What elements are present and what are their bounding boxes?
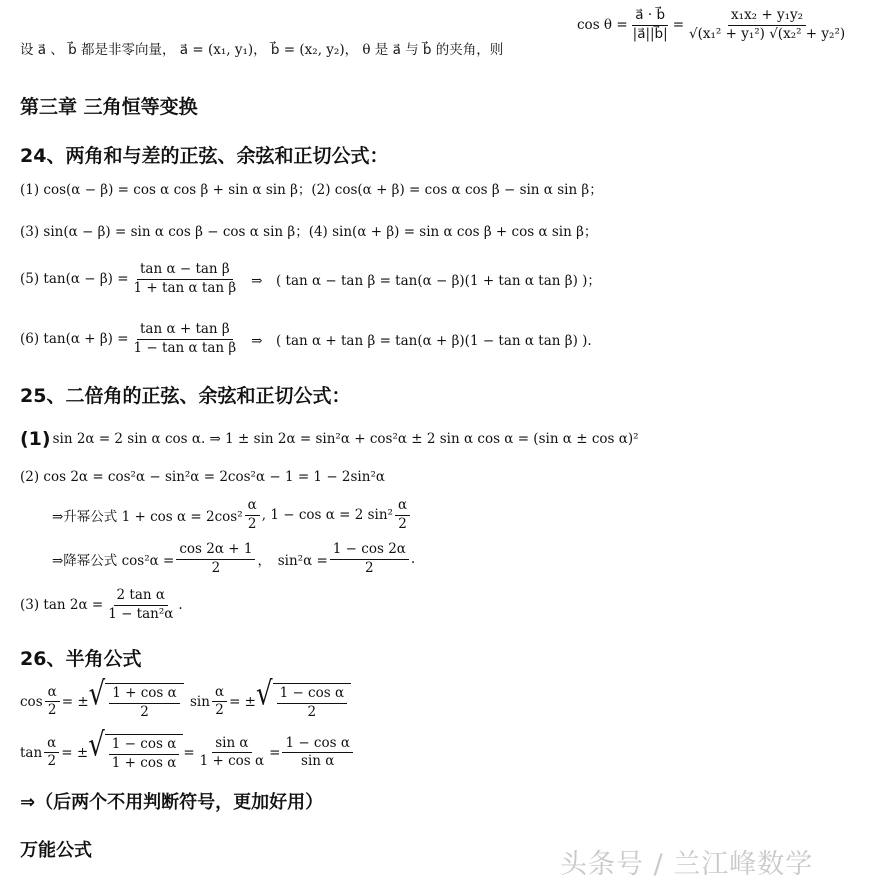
formula-cos-diff-sum: (1) cos(α − β) = cos α cos β + sin α sin β；(2) cos(α + β) = cos α cos β − sin α sin β； <box>20 182 603 198</box>
radicand-fraction <box>277 686 348 720</box>
half-angle-fraction <box>395 498 410 532</box>
coordinate-fraction <box>686 8 848 42</box>
fraction-denominator: 1 − tan α tan β <box>133 339 237 356</box>
formula-text: sin 2α = 2 sin α cos α. ⇒ 1 ± sin 2α = sin²α + cos²α ± 2 sin α cos α = (sin α ± cos α)² <box>52 431 639 447</box>
sin-reduce-fraction <box>330 542 409 576</box>
fraction-numerator: α <box>212 685 227 703</box>
fraction-denominator: 1 + tan α tan β <box>133 279 237 296</box>
formula-tan-diff <box>20 262 601 296</box>
plus-minus-sign: = ± <box>229 693 256 710</box>
cos-theta-lhs: cos θ = <box>577 17 628 34</box>
fraction-denominator: sin α <box>301 753 335 770</box>
fraction-numerator: x₁x₂ + y₁y₂ <box>728 8 806 26</box>
fraction-numerator: sin α <box>212 736 251 754</box>
fraction-numerator: 1 + cos α <box>109 686 180 704</box>
fraction-denominator: 2 <box>211 559 221 576</box>
fraction-denominator: 2 <box>47 753 57 770</box>
section-24-title: 24、两角和与差的正弦、余弦和正切公式： <box>20 145 389 167</box>
formula-tan-double <box>20 588 183 622</box>
square-root <box>88 675 184 720</box>
radical-icon: √ <box>88 726 105 765</box>
fraction-denominator: √(x₁² + y₁²) √(x₂² + y₂²) <box>689 25 846 42</box>
fraction-numerator: α <box>245 498 260 516</box>
half-angle-fraction <box>212 685 227 719</box>
formula-lhs: tan <box>20 744 43 761</box>
formula-lhs: (3) tan 2α = <box>20 597 104 614</box>
formula-end: . <box>410 551 416 568</box>
fraction-numerator: 1 − cos α <box>282 736 353 754</box>
formula-lhs: (6) tan(α + β) = <box>20 331 129 348</box>
fraction-denominator: 1 + cos α <box>199 753 265 770</box>
fraction-numerator: 1 − cos α <box>109 737 180 755</box>
universal-formula-title: 万能公式 <box>20 840 92 861</box>
fraction-denominator: 2 <box>307 703 317 720</box>
tan-double-fraction <box>105 588 176 622</box>
formula-tan-half <box>20 726 355 771</box>
formula-text: ⇒降幂公式 cos²α = <box>52 553 175 570</box>
square-root <box>88 726 183 771</box>
formula-text: ⇒升幂公式 1 + cos α = 2cos² <box>52 509 243 526</box>
fraction-denominator: 2 <box>47 702 57 719</box>
formula-sin-diff-sum: (3) sin(α − β) = sin α cos β − cos α sin β；(4) sin(α + β) = sin α cos β + cos α sin β； <box>20 224 598 240</box>
formula-tan-sum <box>20 322 592 356</box>
fraction-numerator: 1 − cos 2α <box>330 542 409 560</box>
formula-end: . <box>178 597 183 614</box>
half-angle-fraction <box>45 685 60 719</box>
fraction-numerator: cos 2α + 1 <box>176 542 255 560</box>
fraction-numerator: α <box>44 736 59 754</box>
vector-angle-formula <box>577 8 850 42</box>
equals-sign: = <box>183 744 195 761</box>
formula-power-reducing <box>52 542 415 576</box>
fraction-numerator: α <box>395 498 410 516</box>
tan-half-fraction-2 <box>282 736 353 770</box>
formula-sin-double <box>20 428 639 450</box>
formula-text: ， sin²α = <box>257 553 328 570</box>
fraction-numerator: a⃗ · b⃗ <box>632 8 668 26</box>
cos-reduce-fraction <box>176 542 255 576</box>
tan-half-fraction-1 <box>197 736 268 770</box>
item-label: (1) <box>20 428 51 450</box>
tan-sum-fraction <box>131 322 240 356</box>
fraction-denominator: 1 − tan²α <box>108 605 174 622</box>
formula-lhs: (5) tan(α − β) = <box>20 271 129 288</box>
formula-cos-double: (2) cos 2α = cos²α − sin²α = 2cos²α − 1 = 1 − 2sin²α <box>20 469 385 485</box>
chapter-title: 第三章 三角恒等变换 <box>20 96 198 118</box>
fraction-denominator: 2 <box>398 515 407 532</box>
radical-icon: √ <box>88 675 106 714</box>
section-25-title: 25、二倍角的正弦、余弦和正切公式： <box>20 385 351 407</box>
fraction-numerator: tan α + tan β <box>137 322 233 340</box>
fraction-numerator: tan α − tan β <box>137 262 233 280</box>
square-root <box>256 675 351 720</box>
watermark: 头条号 / 兰江峰数学 <box>560 849 814 880</box>
fraction-numerator: 2 tan α <box>114 588 168 606</box>
formula-power-raising <box>52 498 412 532</box>
tan-diff-fraction <box>131 262 240 296</box>
dot-product-fraction <box>630 8 671 42</box>
fraction-denominator: 2 <box>140 703 149 720</box>
formula-sin-half <box>190 675 351 720</box>
formula-lhs: cos <box>20 693 43 710</box>
radicand-fraction <box>109 737 180 771</box>
formula-lhs: sin <box>190 693 210 710</box>
formula-rhs: ⇒ ( tan α + tan β = tan(α + β)(1 − tan α tan β) ). <box>251 333 592 350</box>
plus-minus-sign: = ± <box>61 693 89 710</box>
fraction-denominator: 2 <box>215 702 224 719</box>
formula-text: , 1 − cos α = 2 sin² <box>261 507 393 524</box>
vector-definition-text: 设 a⃗ 、 b⃗ 都是非零向量， a⃗ = (x₁, y₁)， b⃗ = (x₂, y₂)， θ 是 a⃗ 与 b⃗ 的夹角，则 <box>20 42 504 58</box>
fraction-denominator: 2 <box>247 515 257 532</box>
formula-cos-half <box>20 675 184 720</box>
half-angle-note: ⇒（后两个不用判断符号，更加好用） <box>20 792 324 813</box>
fraction-denominator: |a⃗||b⃗| <box>632 25 668 42</box>
plus-minus-sign: = ± <box>61 744 89 761</box>
section-26-title: 26、半角公式 <box>20 648 142 670</box>
radical-icon: √ <box>256 675 273 714</box>
half-angle-fraction <box>245 498 260 532</box>
equals-sign: = <box>672 17 684 34</box>
equals-sign: = <box>269 744 281 761</box>
half-angle-fraction <box>44 736 59 770</box>
radicand-fraction <box>109 686 180 720</box>
fraction-denominator: 1 + cos α <box>111 754 177 771</box>
fraction-denominator: 2 <box>365 559 374 576</box>
formula-rhs: ⇒ ( tan α − tan β = tan(α − β)(1 + tan α tan β) )； <box>251 273 601 290</box>
fraction-numerator: α <box>45 685 60 703</box>
fraction-numerator: 1 − cos α <box>277 686 348 704</box>
